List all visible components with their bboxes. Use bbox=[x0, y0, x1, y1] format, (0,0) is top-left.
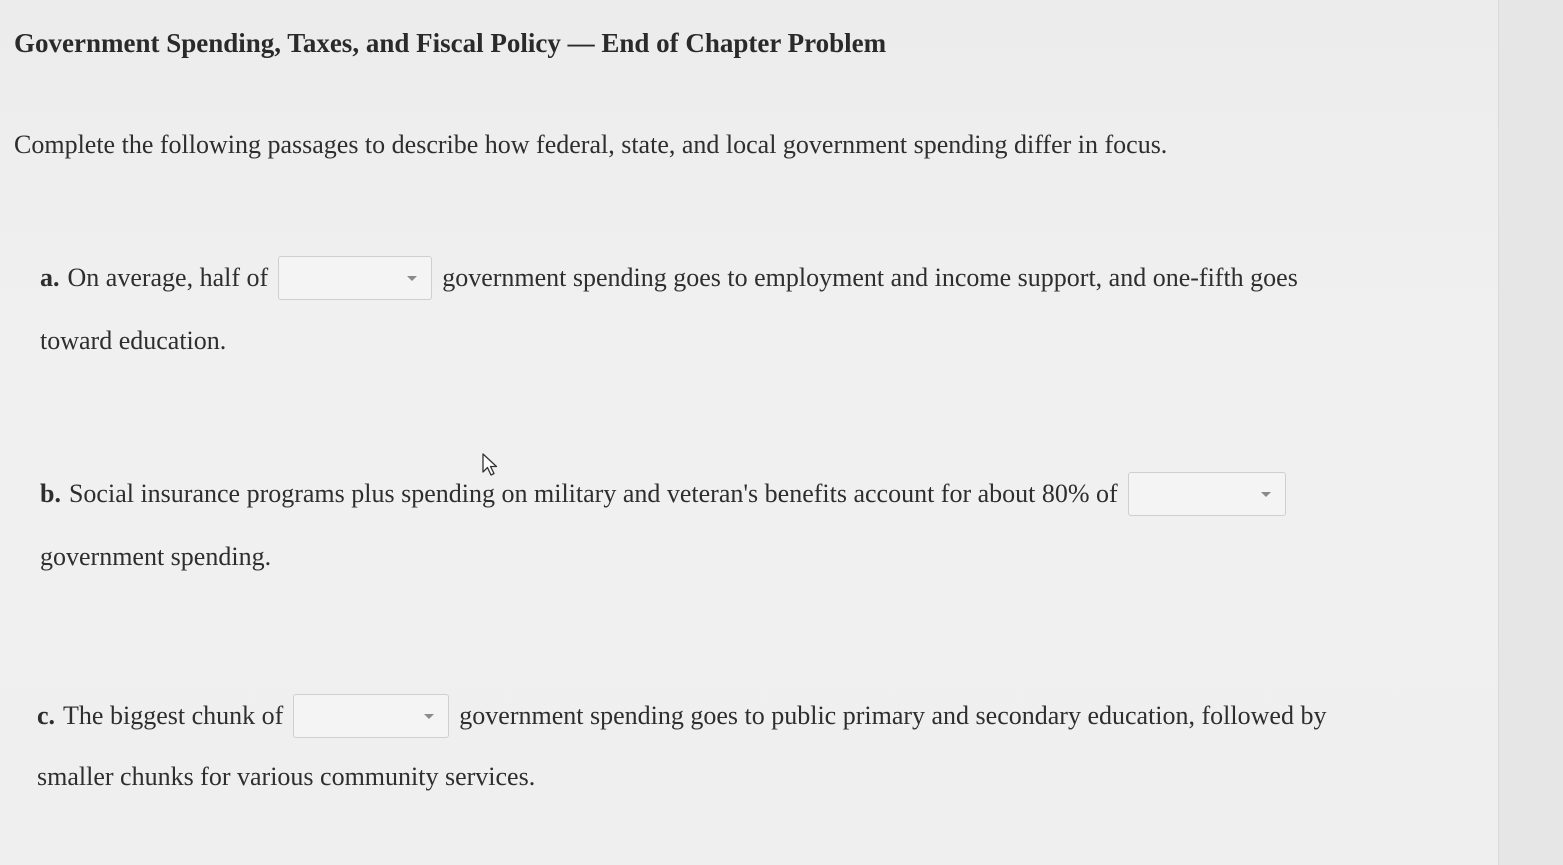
instructions-text: Complete the following passages to describe how federal, state, and local government spending differ in focus. bbox=[14, 130, 1168, 159]
page-title: Government Spending, Taxes, and Fiscal Policy — End of Chapter Problem bbox=[14, 28, 887, 58]
question-a-text-before: On average, half of bbox=[67, 263, 269, 292]
question-a-continuation: toward education. bbox=[40, 326, 227, 355]
chevron-down-icon bbox=[1261, 492, 1271, 497]
question-b-continuation: government spending. bbox=[40, 542, 272, 571]
question-c-text-after: government spending goes to public primary and secondary education, followed by bbox=[459, 701, 1327, 730]
question-c-letter: c. bbox=[37, 701, 56, 730]
question-b-text-before: Social insurance programs plus spending on military and veteran's benefits account for about 80% of bbox=[68, 479, 1118, 508]
question-c-continuation: smaller chunks for various community services. bbox=[37, 762, 536, 791]
question-c bbox=[37, 694, 1326, 738]
question-a-letter: a. bbox=[40, 263, 60, 292]
question-c-dropdown[interactable] bbox=[293, 694, 449, 738]
question-a-dropdown[interactable] bbox=[278, 256, 432, 300]
question-a bbox=[40, 256, 1298, 300]
right-margin-panel bbox=[1498, 0, 1563, 865]
question-b bbox=[40, 472, 1296, 516]
question-a-text-after: government spending goes to employment and income support, and one-fifth goes bbox=[442, 263, 1298, 292]
question-b-letter: b. bbox=[40, 479, 61, 508]
chevron-down-icon bbox=[424, 714, 434, 719]
question-b-dropdown[interactable] bbox=[1128, 472, 1286, 516]
question-c-text-before: The biggest chunk of bbox=[63, 701, 284, 730]
chevron-down-icon bbox=[407, 276, 417, 281]
mouse-pointer-icon bbox=[481, 452, 501, 478]
